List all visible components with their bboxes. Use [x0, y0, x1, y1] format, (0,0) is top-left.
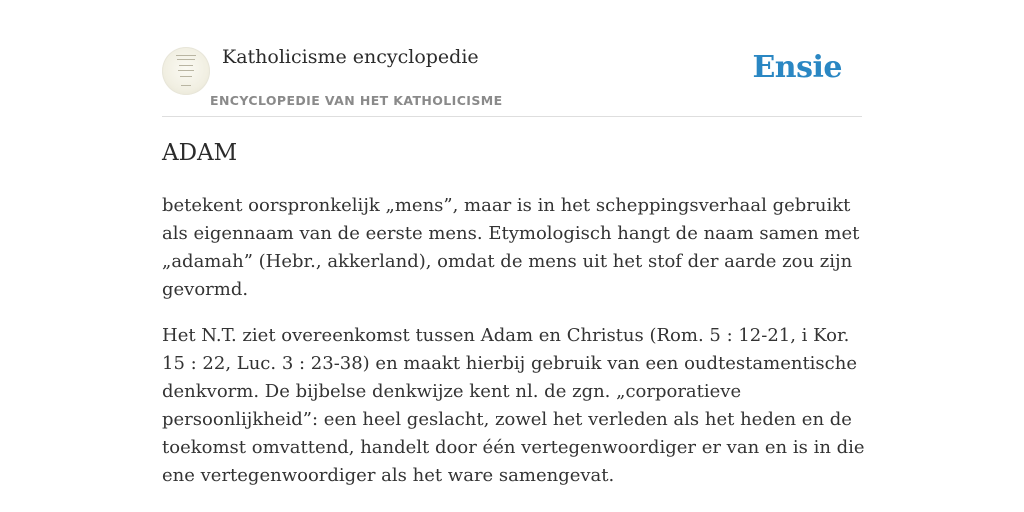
article-title: ADAM	[162, 140, 238, 166]
encyclopedia-name[interactable]: Katholicisme encyclopedie	[222, 46, 479, 68]
article-paragraph: betekent oorspronkelijk „mens”, maar is in het scheppingsverhaal gebruikt als eigennaam van de eerste mens. Etymologisch hangt de naam samen met „adamah” (Hebr., akkerland), omdat de mens uit het stof der aarde zou zijn gevormd.	[162, 195, 860, 300]
encyclopedia-subtitle: ENCYCLOPEDIE VAN HET KATHOLICISME	[210, 93, 503, 108]
article-paragraph: Het N.T. ziet overeenkomst tussen Adam en Christus (Rom. 5 : 12-21, i Kor. 15 : 22, Luc. 3 : 23-38) en maakt hierbij gebruik van een oudtestamentische denkvorm. De bijbelse denkwijze kent nl. de zgn. „corporatieve persoonlijkheid”: een heel geslacht, zowel het verleden als het heden en de toekomst omvattend, handelt door één vertegenwoordiger er van en is in die ene vertegenwoordiger als het ware samengevat.	[162, 325, 865, 486]
page	[162, 0, 865, 486]
brand-logo[interactable]: Ensie	[752, 50, 842, 85]
article-body	[162, 192, 866, 508]
header	[162, 0, 862, 117]
book-cover-icon[interactable]	[162, 47, 210, 95]
